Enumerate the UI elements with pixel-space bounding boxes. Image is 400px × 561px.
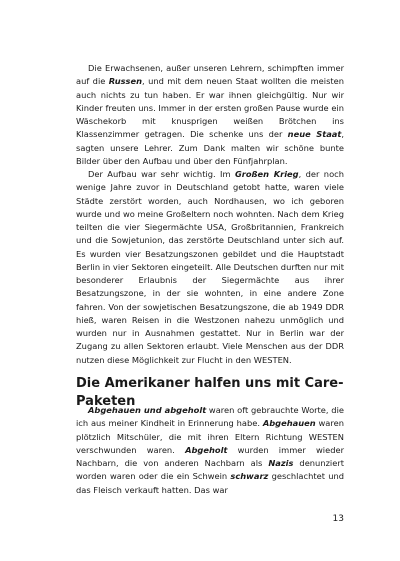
text-run: wurden immer wieder Nachbarn, die von anderen Nachbarn als bbox=[76, 444, 344, 468]
text-run: waren plötzlich Mitschüler, die mit ihren Eltern Richtung WESTEN verschwunden waren. bbox=[76, 418, 344, 455]
text-run: Die Erwachsenen, außer unseren Lehrern, schimpften immer auf die bbox=[76, 63, 344, 87]
text-run: , sagten unsere Lehrer. Zum Dank malten wir schöne bunte Bilder über den Aufbau und über den Fünfjahrplan. bbox=[76, 129, 344, 166]
text-run: waren oft gebrauchte Worte, die ich aus meiner Kindheit in Erinnerung habe. bbox=[76, 405, 344, 429]
emphasized-text: neue Staat bbox=[287, 129, 342, 140]
emphasized-text: Großen Krieg bbox=[234, 169, 299, 179]
emphasized-text: Abgehauen bbox=[262, 418, 316, 429]
text-run: Der Aufbau war sehr wichtig. Im bbox=[88, 169, 235, 179]
section-heading: Die Amerikaner halfen uns mit Care-Paketen bbox=[76, 376, 344, 409]
paragraph bbox=[76, 168, 344, 367]
emphasized-text: Abgehauen und abgeholt bbox=[88, 405, 207, 415]
page-number: 13 bbox=[332, 514, 344, 524]
emphasized-text: Abgeholt bbox=[185, 444, 228, 455]
paragraph bbox=[76, 404, 344, 497]
text-run: , der noch wenige Jahre zuvor in Deutschland getobt hatte, waren viele Städte zerstört worden, auch Nordhausen, wo ich geboren wurde und wo meine Großeltern noch wohnten. Nach dem Krieg teilten die vier Siegermächte USA, Großbritannien, Frankreich und die Sowjetunion, das zerstörte Deutschland unter sich auf. Es wurden vier Besatzungszonen gebildet und die Hauptstadt Berlin in vier Sektoren eingeteilt. Alle Deutschen durften nur mit besonderer Erlaubnis der Siegermächte aus ihrer Besatzungszone, in der sie wohnten, in eine andere Zone fahren. Von der sowjetischen Besatzungszone, die ab 1949 DDR hieß, waren Reisen in die Westzonen nahezu unmöglich und wurden nur in Ausnahmen gestattet. Nur in Berlin war der Zugang zu allen Sektoren erlaubt. Viele Menschen aus der DDR nutzen diese Möglichkeit zur Flucht in den WESTEN. bbox=[76, 169, 344, 365]
emphasized-text: schwarz bbox=[230, 471, 269, 482]
emphasized-text: Nazis bbox=[268, 458, 294, 468]
text-run: geschlachtet und das Fleisch verkauft hatten. Das war bbox=[76, 471, 344, 495]
body-text-bottom bbox=[76, 404, 344, 497]
text-run: , und mit dem neuen Staat wollten die meisten auch nichts zu tun haben. Er war ihnen gleichgültig. Nur wir Kinder freuten uns. Immer in der ersten großen Pause wurde ein Wäschekorb mit knusprigen weißen Brötchen ins Klassenzimmer getragen. Die schenke uns der bbox=[76, 76, 345, 140]
body-text-top bbox=[76, 62, 344, 367]
text-run: denunziert worden waren oder die ein Schwein bbox=[76, 458, 345, 482]
emphasized-text: Russen bbox=[108, 76, 143, 87]
paragraph bbox=[76, 62, 344, 168]
